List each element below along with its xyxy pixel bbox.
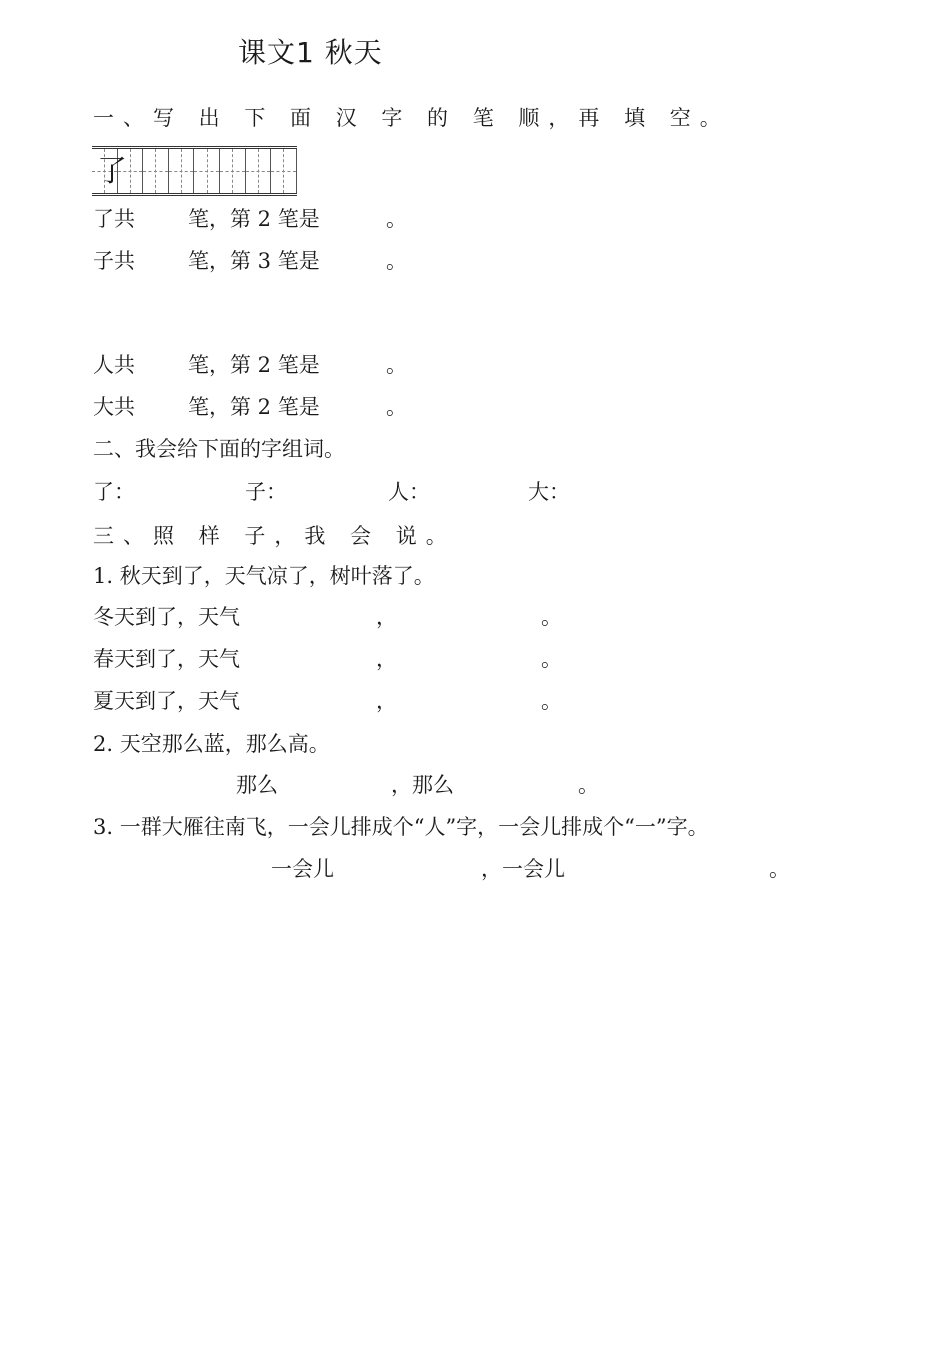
fill-end: 。 — [541, 647, 562, 671]
grid-cell[interactable] — [169, 149, 195, 193]
fill-line — [93, 772, 613, 798]
example-1: 1. 秋天到了，天气凉了，树叶落了。 — [93, 564, 435, 588]
grid-cell[interactable] — [194, 149, 220, 193]
word-item: 了： — [93, 480, 135, 504]
word-item: 人： — [388, 480, 430, 504]
row-char: 了共 — [93, 207, 135, 231]
grid-cell[interactable] — [271, 149, 297, 193]
fill-comma: ， — [376, 605, 397, 629]
row-end: 。 — [386, 395, 407, 419]
fill-end: 。 — [541, 689, 562, 713]
row-end: 。 — [386, 207, 407, 231]
word-group-row — [93, 479, 693, 505]
fill-line — [93, 688, 573, 714]
stroke-order-grid[interactable] — [92, 146, 297, 196]
fill-b: ，一会儿 — [481, 857, 565, 881]
fill-end: 。 — [769, 857, 790, 881]
row-mid: 笔，第 3 笔是 — [188, 249, 320, 273]
fill-end: 。 — [578, 773, 599, 797]
fill-a: 那么 — [236, 773, 278, 797]
fill-start: 冬天到了，天气 — [93, 605, 240, 629]
fill-comma: ， — [376, 689, 397, 713]
grid-cell[interactable] — [246, 149, 272, 193]
example-3: 3. 一群大雁往南飞，一会儿排成个“人”字，一会儿排成个“一”字。 — [93, 815, 709, 839]
row-end: 。 — [386, 249, 407, 273]
grid-cell[interactable] — [220, 149, 246, 193]
fill-comma: ， — [376, 647, 397, 671]
section2-heading: 二、我会给下面的字组词。 — [93, 437, 345, 461]
grid-cell[interactable] — [143, 149, 169, 193]
fill-start: 夏天到了，天气 — [93, 689, 240, 713]
row-mid: 笔，第 2 笔是 — [188, 207, 320, 231]
fill-end: 。 — [541, 605, 562, 629]
example-2: 2. 天空那么蓝，那么高。 — [93, 732, 330, 756]
fill-start: 春天到了，天气 — [93, 647, 240, 671]
row-char: 大共 — [93, 395, 135, 419]
fill-a: 一会儿 — [271, 857, 334, 881]
row-char: 人共 — [93, 353, 135, 377]
grid-char: 了 — [97, 154, 127, 189]
word-item: 大： — [528, 480, 570, 504]
fill-line — [93, 856, 793, 882]
section1-heading: 一、写 出 下 面 汉 字 的 笔 顺，再 填 空。 — [93, 106, 730, 130]
fill-line — [93, 646, 573, 672]
row-mid: 笔，第 2 笔是 — [188, 353, 320, 377]
word-item: 子： — [245, 480, 287, 504]
fill-b: ，那么 — [391, 773, 454, 797]
row-char: 子共 — [93, 249, 135, 273]
section3-heading: 三、照 样 子，我 会 说。 — [93, 524, 456, 548]
fill-line — [93, 604, 573, 630]
row-mid: 笔，第 2 笔是 — [188, 395, 320, 419]
page-title: 课文1 秋天 — [238, 36, 383, 69]
row-end: 。 — [386, 353, 407, 377]
